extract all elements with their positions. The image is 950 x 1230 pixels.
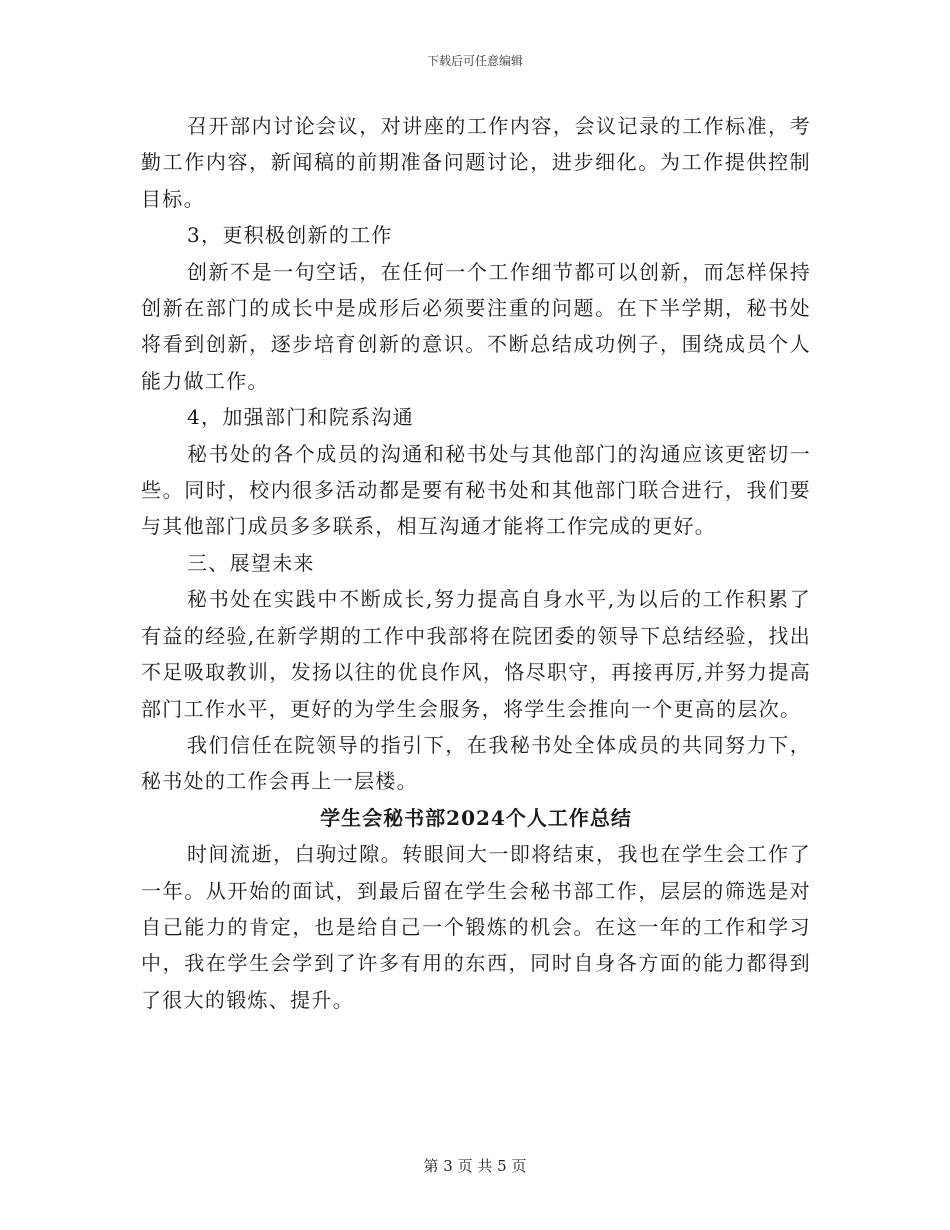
- paragraph-communication: 秘书处的各个成员的沟通和秘书处与其他部门的沟通应该更密切一些。同时，校内很多活动都是要有秘书处和其他部门联合进行，我们要与其他部门成员多多联系，相互沟通才能将工作完成的更好。: [141, 441, 811, 539]
- document-body: [141, 108, 811, 1018]
- paragraph-summary-intro: 时间流逝，白驹过隙。转眼间大一即将结束，我也在学生会工作了一年。从开始的面试，到最后留在学生会秘书部工作，层层的筛选是对自己能力的肯定，也是给自己一个锻炼的机会。在这一年的工作和学习中，我在学生会学到了许多有用的东西，同时自身各方面的能力都得到了很大的锻炼、提升。: [141, 842, 811, 1012]
- heading-innovation: 3，更积极创新的工作: [187, 223, 393, 248]
- paragraph-confidence: 我们信任在院领导的指引下，在我秘书处全体成员的共同努力下，秘书处的工作会再上一层楼。: [141, 732, 811, 794]
- paragraph-outlook: 秘书处在实践中不断成长,努力提高自身水平,为以后的工作积累了有益的经验,在新学期的工作中我部将在院团委的领导下总结经验，找出不足吸取教训，发扬以往的优良作风，恪尽职守，再接再厉,并努力提高部门工作水平，更好的为学生会服务，将学生会推向一个更高的层次。: [141, 587, 811, 721]
- paragraph-innovation: 创新不是一句空话，在任何一个工作细节都可以创新，而怎样保持创新在部门的成长中是成形后必须要注重的问题。在下半学期，秘书处将看到创新，逐步培育创新的意识。不断总结成功例子，围绕成员个人能力做工作。: [141, 259, 811, 393]
- heading-communication: 4，加强部门和院系沟通: [187, 405, 415, 430]
- page-footer: 第 3 页 共 5 页: [423, 1157, 527, 1175]
- section-title: 学生会秘书部2024个人工作总结: [320, 805, 632, 830]
- page-header: 下载后可任意编辑: [426, 54, 523, 68]
- heading-outlook: 三、展望未来: [187, 550, 315, 575]
- paragraph-meeting-discussion: 召开部内讨论会议，对讲座的工作内容，会议记录的工作标准，考勤工作内容，新闻稿的前期准备问题讨论，进步细化。为工作提供控制目标。: [141, 114, 811, 211]
